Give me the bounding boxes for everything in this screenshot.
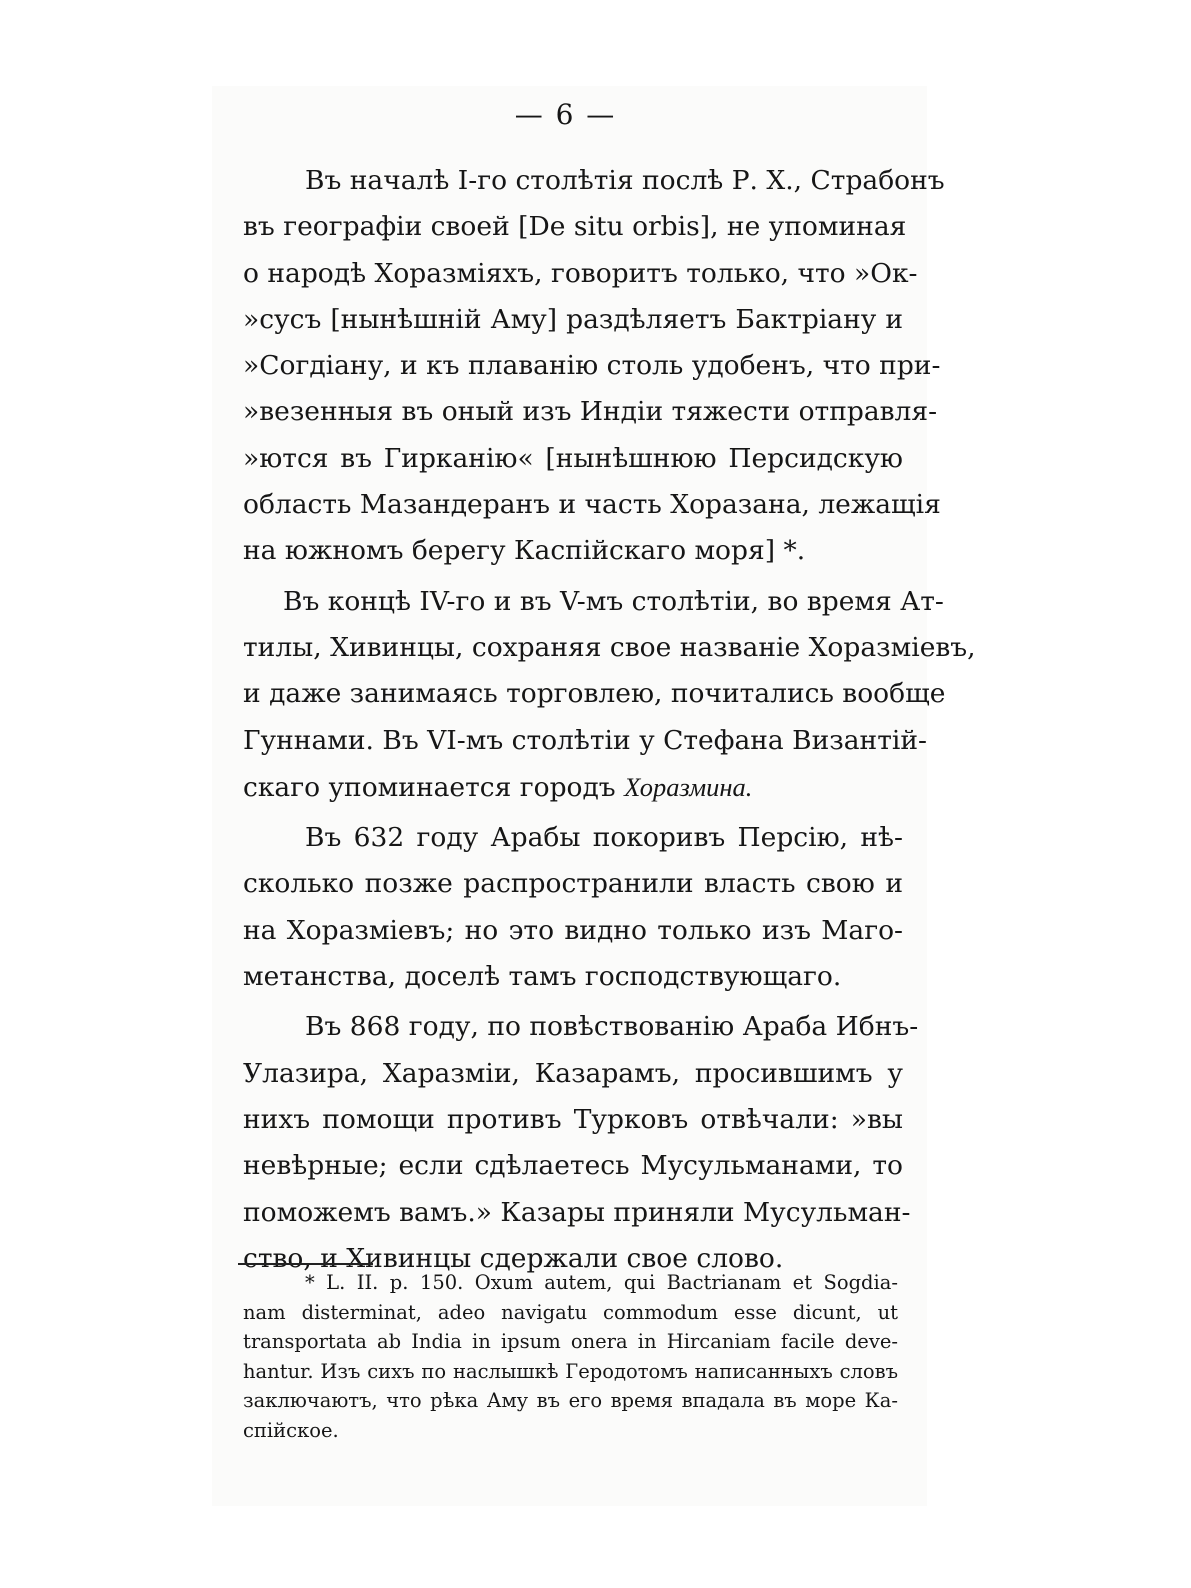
- paragraph-attila: [243, 579, 976, 811]
- footnote: [243, 1268, 898, 1445]
- text-line: »Согдіану, и къ плаванію столь удобенъ, что при-: [243, 350, 941, 382]
- paragraph-strabo: [243, 158, 945, 575]
- text-line: о народѣ Хоразміяхъ, говоритъ только, что »Ок-: [243, 257, 918, 289]
- text-line-with-italic: [243, 764, 903, 811]
- body-text: [243, 158, 976, 1282]
- text-line: и даже занимаясь торговлею, почитались вообще: [243, 678, 946, 710]
- text-line: поможемъ вамъ.» Казары приняли Мусульман-: [243, 1196, 911, 1228]
- text-line: »везенныя въ оный изъ Индіи тяжести отправля-: [243, 396, 938, 428]
- text-line: ство, и Хивинцы сдержали свое слово.: [243, 1242, 784, 1274]
- page-number: — 6 —: [514, 98, 617, 131]
- footnote-divider: [238, 1263, 373, 1265]
- text-line: нихъ помощи противъ Турковъ отвѣчали: »вы: [243, 1103, 903, 1135]
- text-line: въ географіи своей [De situ orbis], не упоминая: [243, 211, 907, 243]
- text-line: на южномъ берегу Каспійскаго моря] *.: [243, 535, 806, 567]
- text-segment: скаго упоминается городъ: [243, 771, 616, 803]
- text-line: метанства, доселѣ тамъ господствующаго.: [243, 961, 842, 993]
- text-line: »сусъ [нынѣшній Аму] раздѣляетъ Бактріану и: [243, 303, 903, 335]
- text-line: сколько позже распространили власть свою и: [243, 868, 903, 900]
- text-line: Въ 632 году Арабы покоривъ Персію, нѣ-: [305, 822, 903, 854]
- footnote-line: * L. II. p. 150. Oxum autem, qui Bactrianam et Sogdia-: [305, 1271, 898, 1294]
- paragraph-arabs: [243, 815, 903, 1000]
- text-line: на Хоразміевъ; но это видно только изъ Маго-: [243, 914, 903, 946]
- text-line: Гуннами. Въ VI-мъ столѣтіи у Стефана Византій-: [243, 724, 927, 756]
- footnote-line: hantur. Изъ сихъ по наслышкѣ Геродотомъ написанныхъ словъ: [243, 1359, 898, 1383]
- paragraph-ibn-ulazir: [243, 1004, 919, 1282]
- text-line: Въ началѣ I-го столѣтія послѣ Р. Х., Страбонъ: [305, 165, 945, 196]
- italic-city-name: Хоразмина.: [624, 771, 753, 802]
- text-line: Въ концѣ IV-го и въ V-мъ столѣтіи, во время Ат-: [283, 585, 944, 617]
- text-line: невѣрные; если сдѣлаетесь Мусульманами, то: [243, 1150, 903, 1182]
- text-line: область Мазандеранъ и часть Хоразана, лежащія: [243, 489, 941, 521]
- text-line: Въ 868 году, по повѣствованію Араба Ибнъ-: [305, 1011, 919, 1043]
- footnote-line: спійское.: [243, 1418, 339, 1442]
- footnote-line: заключаютъ, что рѣка Аму въ его время впадала въ море Ка-: [243, 1389, 898, 1412]
- footnote-line: nam disterminat, adeo navigatu commodum esse dicunt, ut: [243, 1300, 898, 1324]
- footnote-line: transportata ab India in ipsum onera in Hircaniam facile deve-: [243, 1330, 898, 1353]
- text-line: Улазира, Харазміи, Казарамъ, просившимъ у: [243, 1057, 903, 1089]
- text-line: »ются въ Гирканію« [нынѣшнюю Персидскую: [243, 442, 903, 474]
- text-line: тилы, Хивинцы, сохраняя свое названіе Хоразміевъ,: [243, 631, 976, 663]
